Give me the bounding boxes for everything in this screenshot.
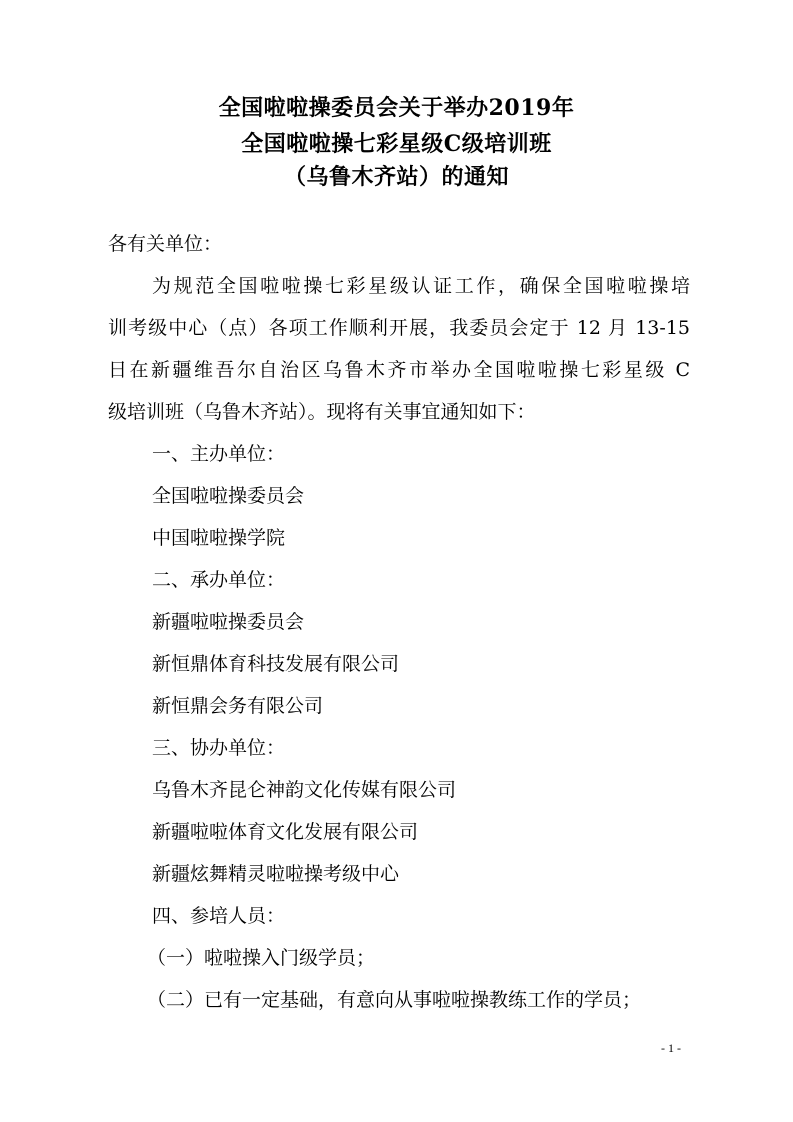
notice-title-line-2: 全国啦啦操七彩星级C级培训班: [241, 131, 552, 157]
organizer-item: 全国啦啦操委员会: [152, 485, 305, 507]
participants-heading: 四、参培人员：: [152, 905, 286, 927]
organizer-heading: 一、主办单位：: [152, 443, 286, 465]
intro-line-1: 为规范全国啦啦操七彩星级认证工作，确保全国啦啦操培: [152, 275, 690, 297]
notice-title-line-1: 全国啦啦操委员会关于举办2019年: [218, 95, 575, 121]
intro-line-4: 级培训班（乌鲁木齐站）。现将有关事宜通知如下：: [108, 401, 536, 423]
intro-line-2: 训考级中心（点）各项工作顺利开展，我委员会定于 12 月 13-15: [108, 317, 690, 339]
co-organizer-item: 新疆炫舞精灵啦啦操考级中心: [152, 863, 400, 885]
host-item: 新恒鼎体育科技发展有限公司: [152, 653, 400, 675]
participant-item: （二）已有一定基础，有意向从事啦啦操教练工作的学员；: [147, 989, 642, 1011]
organizer-item: 中国啦啦操学院: [152, 527, 286, 549]
notice-title-line-3: （乌鲁木齐站）的通知: [283, 164, 509, 190]
co-organizer-item: 乌鲁木齐昆仑神韵文化传媒有限公司: [152, 779, 457, 801]
intro-line-3: 日在新疆维吾尔自治区乌鲁木齐市举办全国啦啦操七彩星级 C: [108, 359, 690, 381]
salutation: 各有关单位：: [108, 233, 223, 255]
participant-item: （一）啦啦操入门级学员；: [147, 947, 376, 969]
co-organizer-heading: 三、协办单位：: [152, 737, 286, 759]
host-item: 新疆啦啦操委员会: [152, 611, 305, 633]
host-item: 新恒鼎会务有限公司: [152, 695, 324, 717]
host-heading: 二、承办单位：: [152, 569, 286, 591]
co-organizer-item: 新疆啦啦体育文化发展有限公司: [152, 821, 419, 843]
page-number: - 1 -: [661, 1041, 681, 1055]
